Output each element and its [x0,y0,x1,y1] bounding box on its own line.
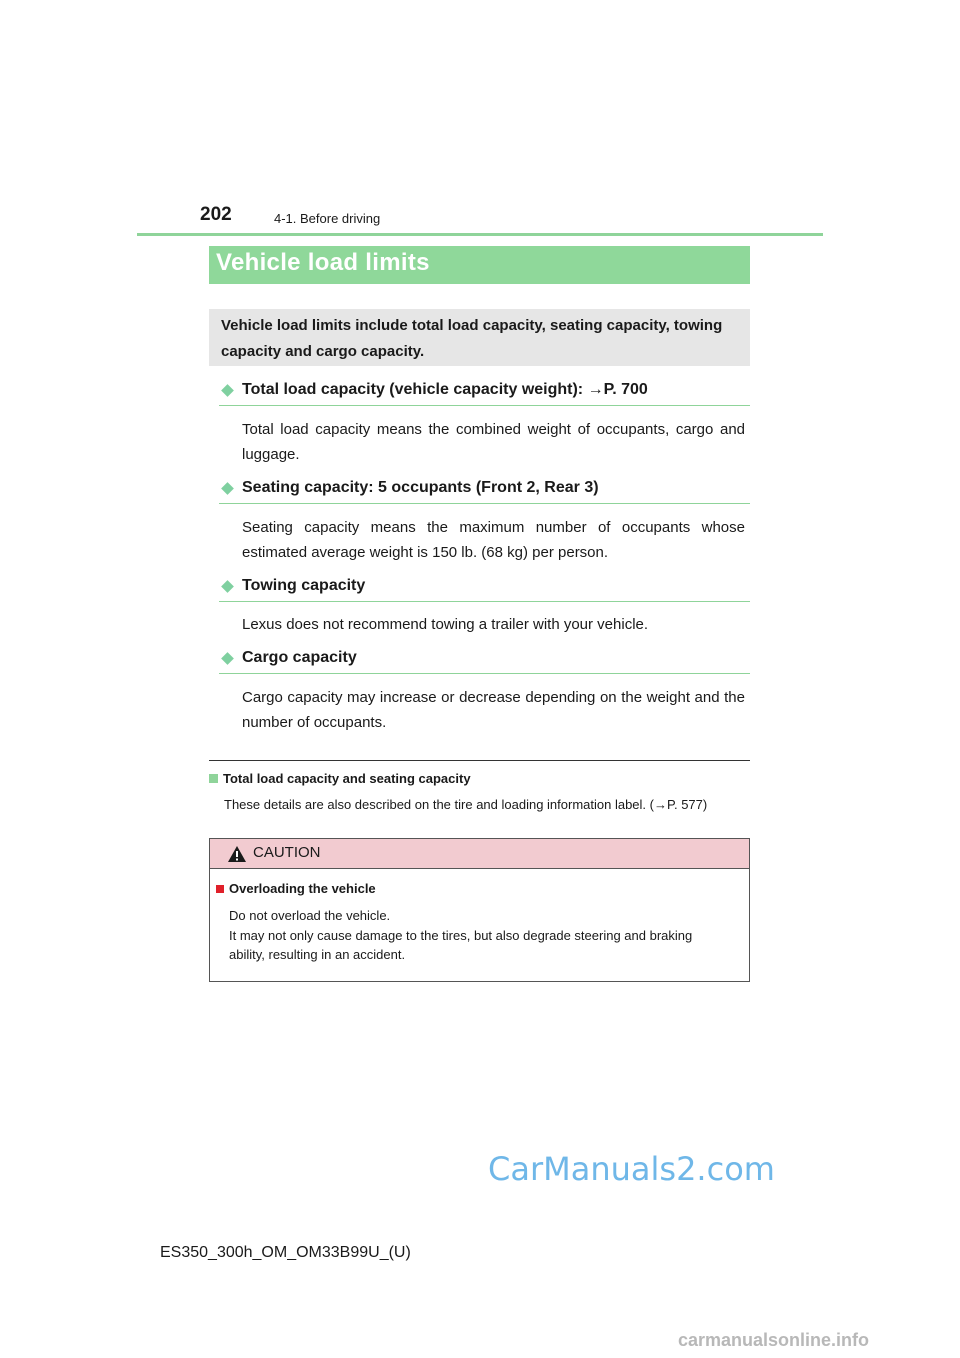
diamond-bullet-icon [221,384,234,397]
note-heading [209,771,471,786]
item-body-cargo: Cargo capacity may increase or decrease depending on the weight and the number of occupants. [242,689,745,731]
warning-triangle-icon [227,845,247,863]
note-divider [209,760,750,761]
diamond-bullet-icon [221,652,234,665]
caution-subheading-label: Overloading the vehicle [229,881,376,896]
page-title: Vehicle load limits [216,249,430,276]
caution-line: ability, resulting in an accident. [229,947,406,962]
title-bar [209,246,750,284]
item-body-seating: Seating capacity means the maximum number of occupants whose estimated average weight is 150 lb. (68 kg) per person. [242,519,745,561]
diamond-bullet-icon [221,580,234,593]
note-text: These details are also described on the tire and loading information label. (→P. 577) [224,797,708,812]
item-heading-total-load [219,381,750,406]
page-number: 202 [200,204,232,225]
caution-box [209,838,750,982]
note-heading-label: Total load capacity and seating capacity [223,771,471,786]
diamond-bullet-icon [221,482,234,495]
site-watermark: carmanualsonline.info [678,1330,870,1350]
caution-subheading [216,881,376,896]
item-body-towing: Lexus does not recommend towing a trailer with your vehicle. [242,616,649,633]
item-heading-label: Seating capacity: 5 occupants (Front 2, Rear 3) [242,479,599,496]
caution-line: Do not overload the vehicle. [229,908,391,923]
item-heading-label: Towing capacity [242,577,366,594]
square-bullet-icon [209,774,218,783]
watermark-logo: CarManuals2.com [488,1150,775,1188]
caution-title: CAUTION [253,844,321,861]
item-heading-cargo [219,649,750,674]
item-heading-towing [219,577,750,602]
section-reference: 4-1. Before driving [274,211,381,226]
item-heading-label: Total load capacity (vehicle capacity weight): →P. 700 [242,381,648,398]
intro-box [209,309,750,366]
caution-header [210,839,749,869]
caution-line: It may not only cause damage to the tires, but also degrade steering and braking [229,928,693,943]
item-heading-seating [219,479,750,504]
item-heading-label: Cargo capacity [242,649,357,666]
red-square-bullet-icon [216,885,224,893]
intro-text: Vehicle load limits include total load capacity, seating capacity, towing capacity and cargo capacity. [221,317,723,360]
footer-doc-code: ES350_300h_OM_OM33B99U_(U) [160,1244,411,1261]
header-rule [137,233,823,236]
item-body-total-load: Total load capacity means the combined weight of occupants, cargo and luggage. [242,421,745,463]
